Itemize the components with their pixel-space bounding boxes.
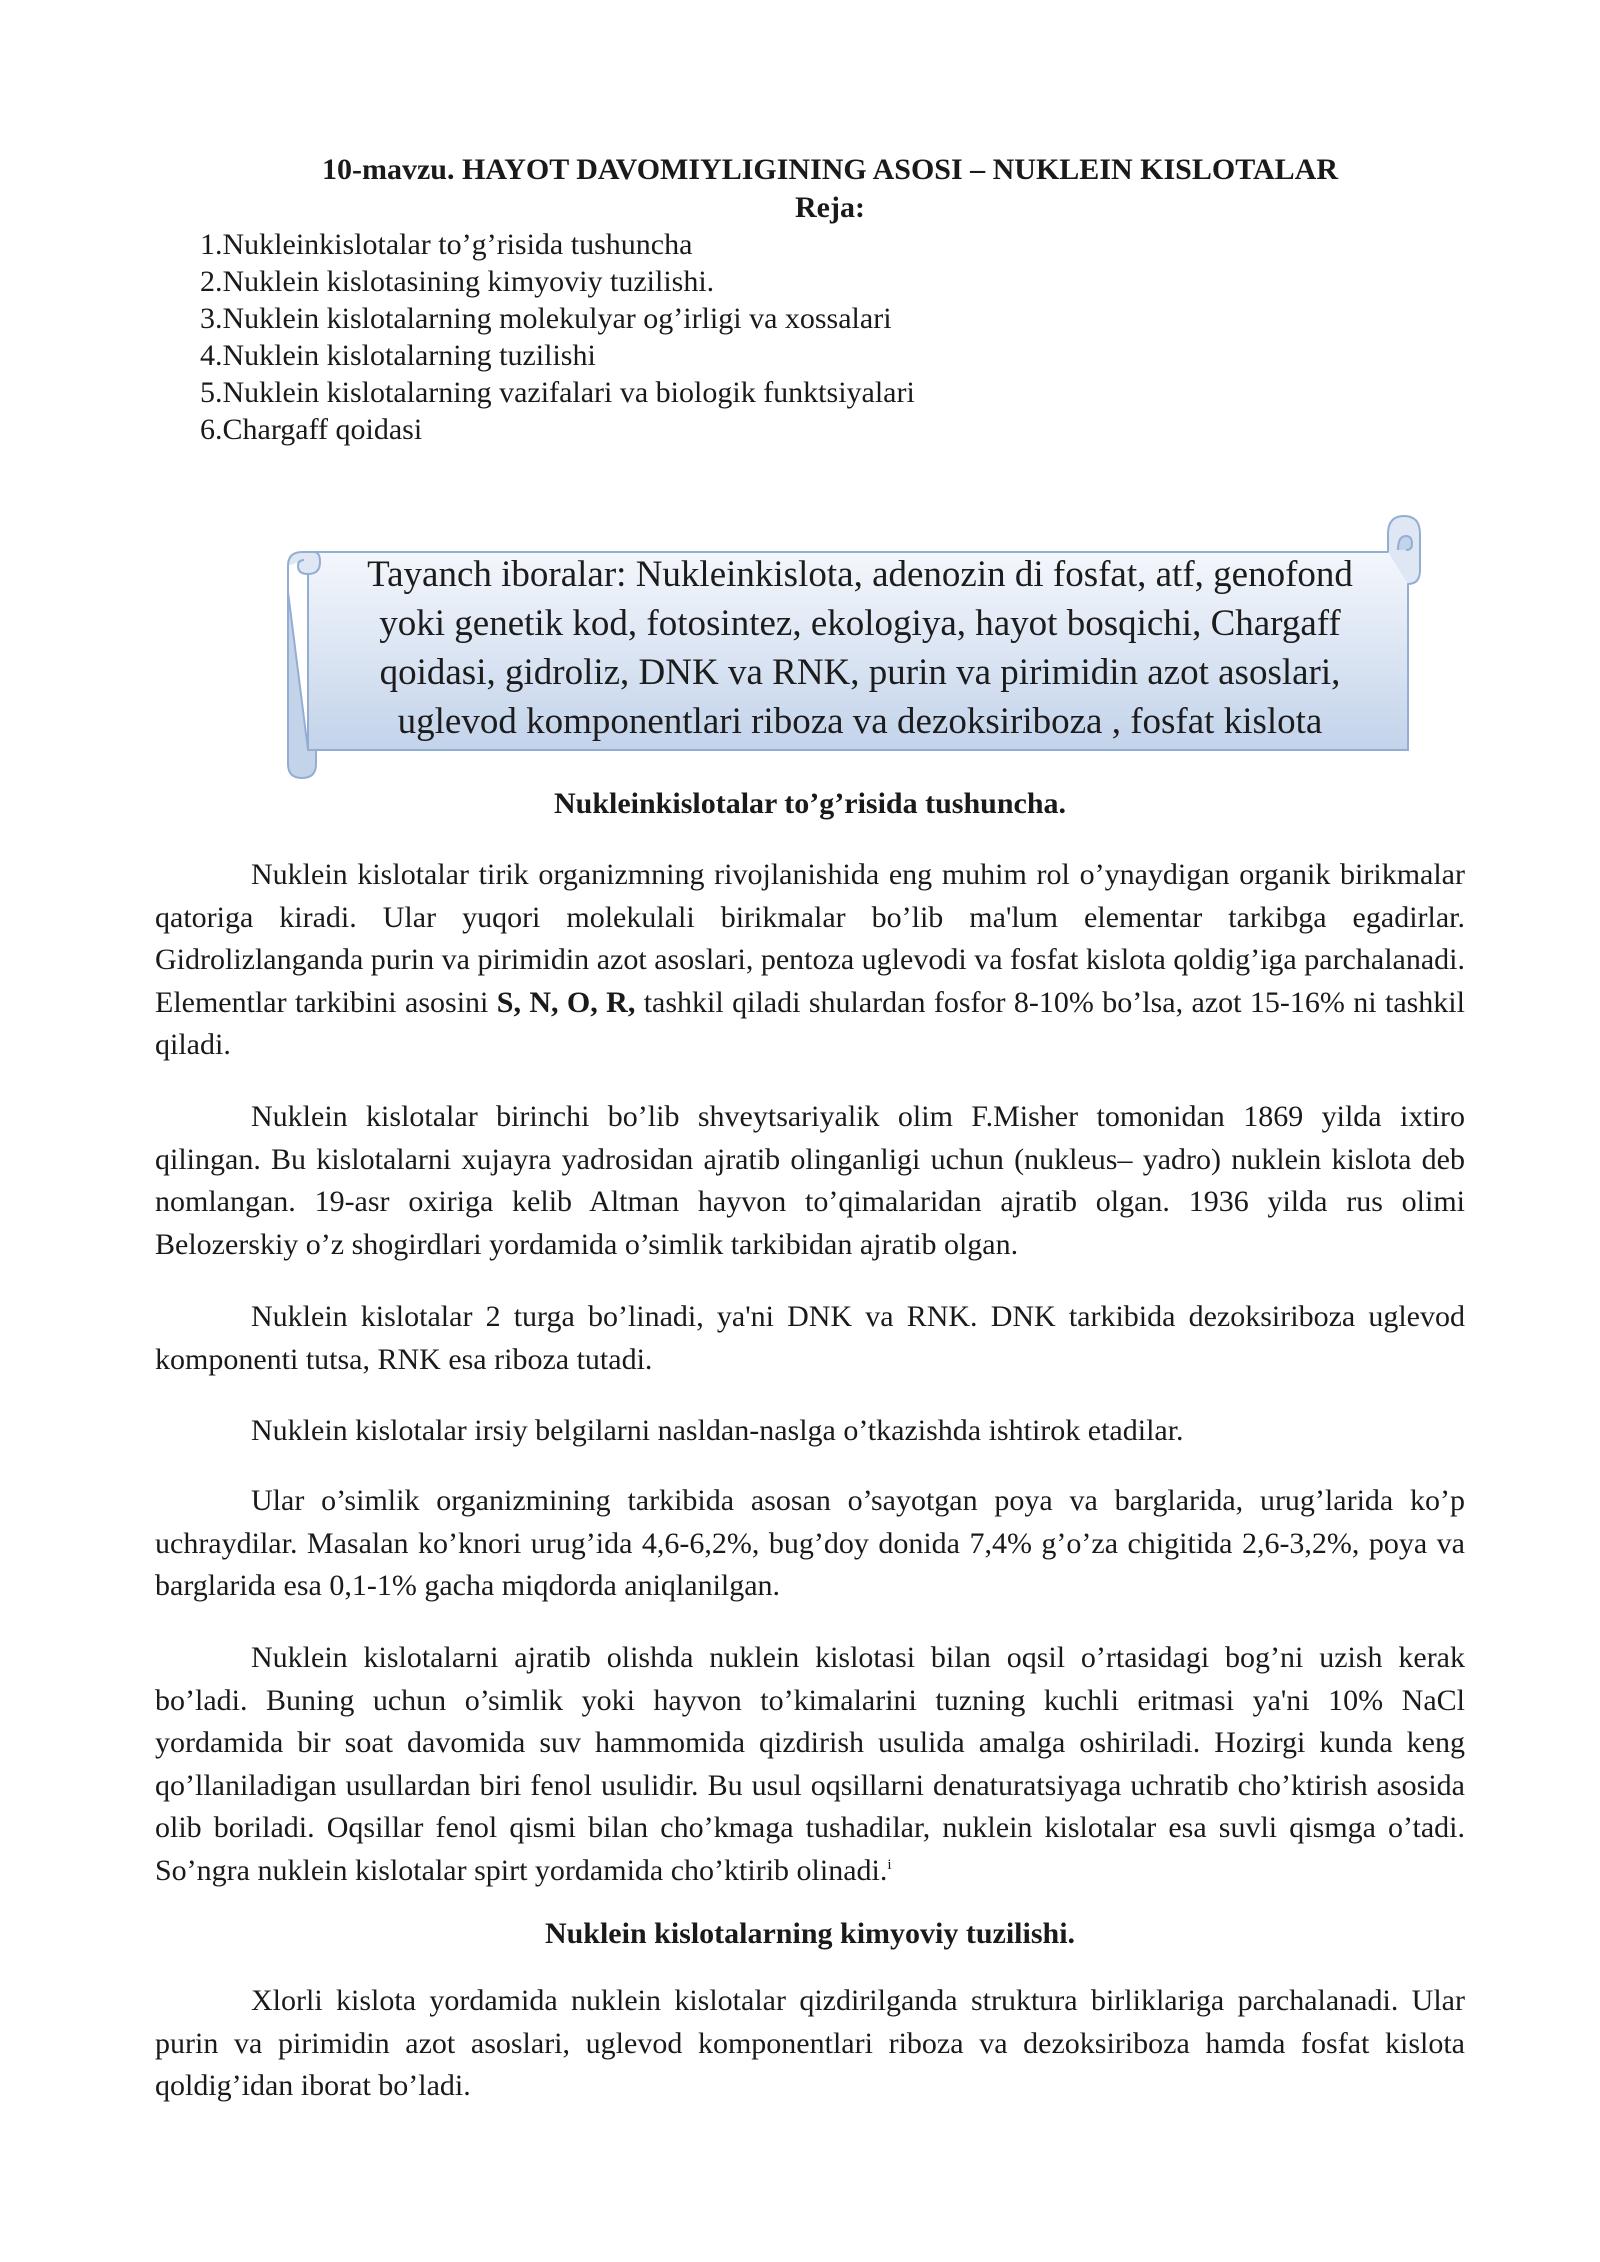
paragraph xyxy=(155,854,1465,1067)
element-symbols: S, N, O, R, xyxy=(496,985,636,1019)
paragraph: Nuklein kislotalar irsiy belgilarni nasldan-naslga o’tkazishda ishtirok etadilar. xyxy=(251,1414,1184,1447)
paragraph-text: Nuklein kislotalarni ajratib olishda nuklein kislotasi bilan oqsil o’rtasidagi bog’ni uzish kerak bo’ladi. Buning uchun o’simlik yoki hayvon to’kimalarini tuzning kuchli eritmasi ya'ni 10% NaCl yordamida bir soat davomida suv hammomida qizdirish usulida amalga oshiriladi. Hozirgi kunda keng qo’llaniladigan usullardan biri fenol usulidir. Bu usul oqsillarni denaturatsiyaga uchratib cho’ktirish asosida olib boriladi. Oqsillar fenol qismi bilan cho’kmaga tushadilar, nuklein kislotalar esa suvli qismga o’tadi. So’ngra nuklein kislotalar spirt yordamida cho’ktirib olinadi. xyxy=(155,1641,1465,1887)
plan-item: 3.Nuklein kislotalarning molekulyar og’irligi va xossalari xyxy=(200,302,892,335)
section-heading: Nuklein kislotalarning kimyoviy tuzilishi. xyxy=(544,1917,1076,1950)
plan-list xyxy=(200,226,915,448)
paragraph xyxy=(155,1637,1465,1892)
paragraph-text: tashkil qiladi shulardan fosfor 8-10% bo’lsa, azot 15-16% ni tashkil qiladi. xyxy=(155,985,1465,1061)
plan-heading: Reja: xyxy=(795,191,865,224)
plan-item: 2.Nuklein kislotasining kimyoviy tuzilishi. xyxy=(200,265,715,298)
footnote-marker: i xyxy=(887,1856,892,1873)
paragraph: Nuklein kislotalar birinchi bo’lib shveytsariyalik olim F.Misher tomonidan 1869 yilda ixtiro qilingan. Bu kislotalarni xujayra yadrosidan ajratib olinganligi uchun (nukleus– yadro) nuklein kislota deb nomlangan. 19-asr oxiriga kelib Altman hayvon to’qimalaridan ajratib olgan. 1936 yilda rus olimi Belozerskiy o’z shogirdlari yordamida o’simlik tarkibidan ajratib olgan. xyxy=(155,1100,1465,1261)
document-title: 10-mavzu. HAYOT DAVOMIYLIGINING ASOSI – NUKLEIN KISLOTALAR xyxy=(322,153,1338,186)
plan-item: 4.Nuklein kislotalarning tuzilishi xyxy=(200,339,596,372)
plan-item: 6.Chargaff qoidasi xyxy=(200,413,423,446)
key-terms-scroll-banner xyxy=(280,510,1440,790)
plan-item: 1.Nukleinkislotalar to’g’risida tushuncha xyxy=(200,228,693,261)
paragraph: Ular o’simlik organizmining tarkibida asosan o’sayotgan poya va barglarida, urug’larida ko’p uchraydilar. Masalan ko’knori urug’ida 4,6-6,2%, bug’doy donida 7,4% g’o’za chigitida 2,6-3,2%, poya va barglarida esa 0,1-1% gacha miqdorda aniqlanilgan. xyxy=(155,1484,1465,1602)
plan-item: 5.Nuklein kislotalarning vazifalari va biologik funktsiyalari xyxy=(200,376,915,409)
section-heading: Nukleinkislotalar to’g’risida tushuncha. xyxy=(553,787,1067,820)
paragraph-text: Nuklein kislotalar tirik organizmning rivojlanishida eng muhim rol o’ynaydigan organik birikmalar qatoriga kiradi. Ular yuqori molekulali birikmalar bo’lib ma'lum elementar tarkibga egadirlar. Gidrolizlanganda purin va pirimidin azot asoslari, pentoza uglevodi va fosfat kislota qoldig’iga parchalanadi. Elementlar tarkibini asosini xyxy=(155,858,1465,1019)
paragraph: Nuklein kislotalar 2 turga bo’linadi, ya'ni DNK va RNK. DNK tarkibida dezoksiriboza uglevod komponenti tutsa, RNK esa riboza tutadi. xyxy=(155,1300,1465,1376)
paragraph: Xlorli kislota yordamida nuklein kislotalar qizdirilganda struktura birliklariga parchalanadi. Ular purin va pirimidin azot asoslari, uglevod komponentlari riboza va dezoksiriboza hamda fosfat kislota qoldig’idan iborat bo’ladi. xyxy=(155,1984,1465,2102)
key-terms-text: Tayanch iboralar: Nukleinkislota, adenozin di fosfat, atf, genofond yoki genetik kod, fotosintez, ekologiya, hayot bosqichi, Chargaff qoidasi, gidroliz, DNK va RNK, purin va pirimidin azot asoslari, uglevod komponentlari riboza va dezoksiriboza , fosfat kislota xyxy=(367,554,1353,742)
